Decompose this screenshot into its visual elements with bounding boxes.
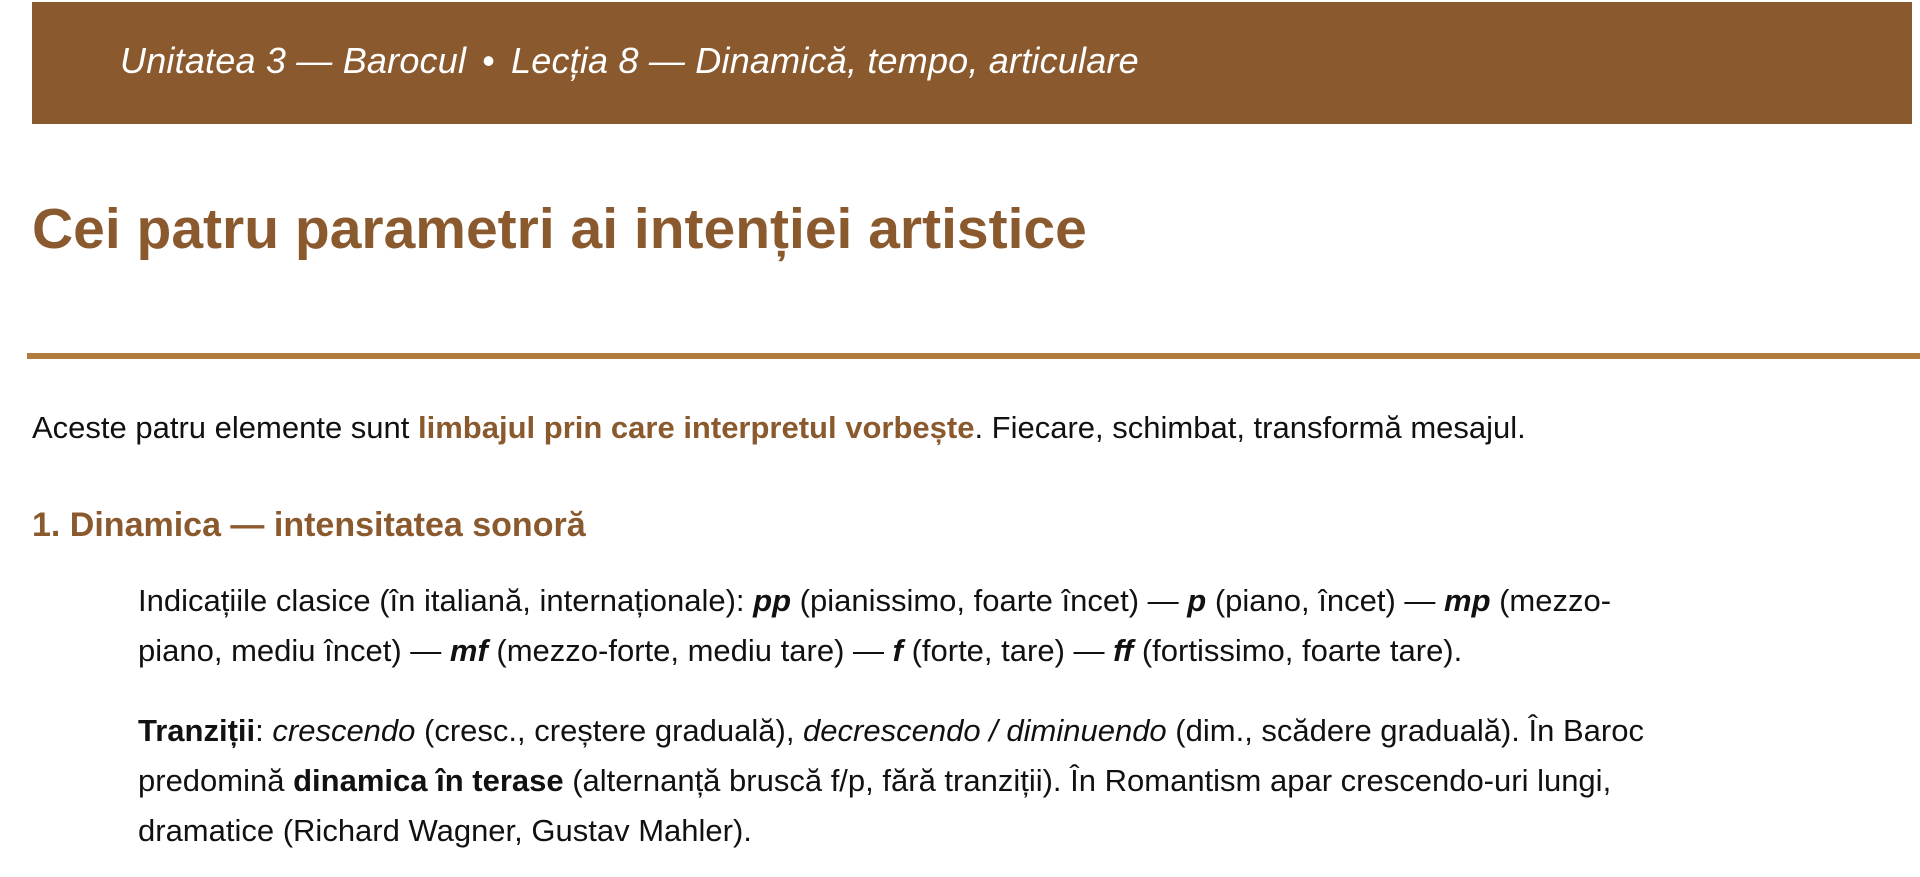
term-crescendo: crescendo: [272, 713, 416, 748]
text-run: (piano, încet) —: [1206, 583, 1444, 618]
paragraph-line: [138, 756, 1918, 806]
text-run: dramatice (Richard Wagner, Gustav Mahler).: [138, 813, 752, 848]
dynamic-mark-f: f: [892, 633, 903, 668]
text-run: piano, mediu încet) —: [138, 633, 450, 668]
section-heading-dynamics: 1. Dinamica — intensitatea sonoră: [32, 506, 586, 544]
text-run: (dim., scădere graduală). În Baroc: [1166, 713, 1644, 748]
page-title: Cei patru parametri ai intenției artistice: [32, 197, 1087, 261]
dynamic-mark-pp: pp: [753, 583, 792, 618]
text-run: (mezzo-: [1490, 583, 1612, 618]
dynamic-mark-mf: mf: [449, 633, 488, 668]
dynamics-markings-paragraph: [138, 576, 1918, 676]
intro-text-after: . Fiecare, schimbat, transformă mesajul.: [974, 410, 1526, 445]
paragraph-line: [138, 626, 1918, 676]
dynamic-mark-ff: ff: [1113, 633, 1134, 668]
text-run: (cresc., creștere graduală),: [415, 713, 804, 748]
header-band: [32, 2, 1912, 124]
breadcrumb-lesson: Lecția 8 — Dinamică, tempo, articulare: [511, 40, 1139, 81]
term-transitions: Tranziții: [138, 713, 256, 748]
term-decrescendo: decrescendo / diminuendo: [803, 713, 1167, 748]
paragraph-line: [138, 576, 1918, 626]
text-run: (fortissimo, foarte tare).: [1133, 633, 1463, 668]
text-run: (mezzo-forte, mediu tare) —: [487, 633, 893, 668]
breadcrumb-separator: •: [482, 40, 495, 81]
intro-text-before: Aceste patru elemente sunt: [32, 410, 419, 445]
term-terrace-dynamics: dinamica în terase: [293, 763, 564, 798]
breadcrumb-unit: Unitatea 3 — Barocul: [120, 40, 467, 81]
text-run: (pianissimo, foarte încet) —: [791, 583, 1188, 618]
text-run: Indicațiile clasice (în italiană, internaționale):: [138, 583, 754, 618]
transitions-paragraph: [138, 706, 1918, 856]
dynamic-mark-mp: mp: [1444, 583, 1491, 618]
text-run: predomină: [138, 763, 294, 798]
text-run: (alternanță bruscă f/p, fără tranziții). În Romantism apar crescendo-uri lungi,: [563, 763, 1612, 798]
breadcrumb: [120, 40, 1139, 82]
paragraph-line: [138, 706, 1918, 756]
intro-highlight: limbajul prin care interpretul vorbește: [418, 410, 975, 445]
dynamic-mark-p: p: [1187, 583, 1207, 618]
text-run: (forte, tare) —: [902, 633, 1114, 668]
paragraph-line: [138, 806, 1918, 856]
title-divider: [27, 353, 1920, 359]
intro-paragraph: [32, 408, 1526, 448]
text-run: :: [255, 713, 273, 748]
